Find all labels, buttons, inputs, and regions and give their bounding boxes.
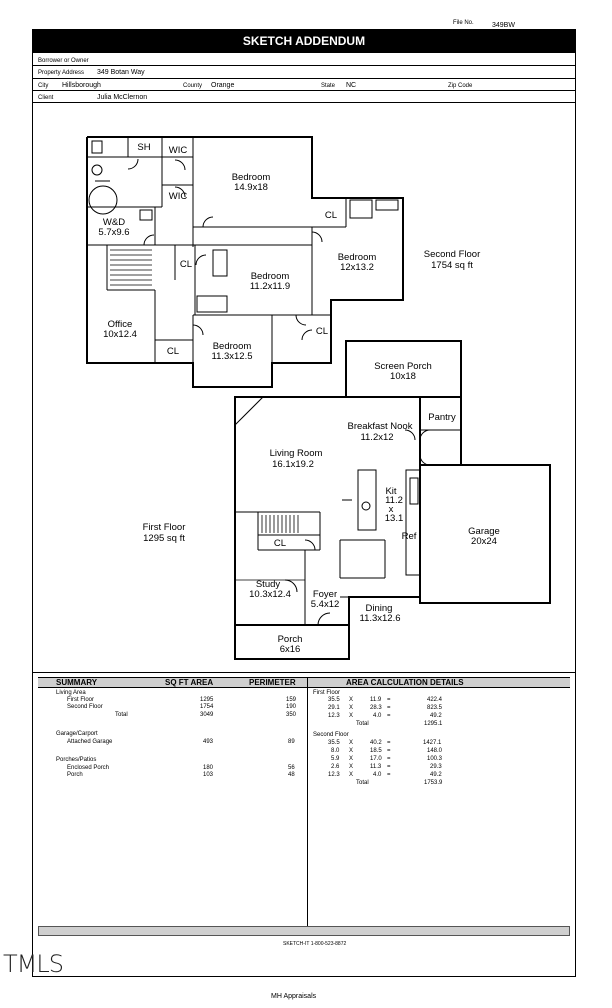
calc-value: 5.9 bbox=[331, 756, 340, 762]
second-floor-area: 1754 sq ft bbox=[431, 260, 473, 271]
address-label: Property Address bbox=[38, 70, 85, 76]
client-label: Client bbox=[38, 95, 54, 101]
summary-row-perimeter: 48 bbox=[288, 772, 295, 778]
calc-value: 12.3 bbox=[328, 713, 340, 719]
room-dimension: 11.3x12.6 bbox=[359, 613, 401, 624]
calc-operator: = bbox=[387, 740, 391, 746]
room-label-wd: W&D bbox=[102, 217, 126, 228]
calc-operator: X bbox=[349, 697, 354, 703]
room-label-breakfast-nook: Breakfast Nook bbox=[347, 421, 413, 432]
calc-value: 2.6 bbox=[331, 764, 340, 770]
calc-result: 148.0 bbox=[427, 748, 443, 754]
file-no-label: File No. bbox=[453, 20, 474, 26]
mls-logo: TMLS bbox=[3, 950, 63, 978]
perimeter-header: PERIMETER bbox=[249, 678, 296, 687]
zip-label: Zip Code bbox=[448, 83, 473, 89]
calc-operator: = bbox=[387, 697, 391, 703]
calc-operator: X bbox=[349, 740, 354, 746]
summary-row-name: Enclosed Porch bbox=[67, 765, 110, 771]
summary-row-area: 1754 bbox=[200, 704, 214, 710]
room-dimension: 11.2 bbox=[385, 495, 403, 506]
room-dimension: 10.3x12.4 bbox=[249, 589, 291, 600]
calc-value: 17.0 bbox=[370, 756, 382, 762]
borrower-label: Borrower or Owner bbox=[38, 58, 89, 64]
summary-row-perimeter: 89 bbox=[288, 739, 295, 745]
city-value: Hillsborough bbox=[62, 82, 101, 89]
calc-value: 11.9 bbox=[370, 697, 382, 703]
room-label-cl: CL bbox=[315, 326, 329, 337]
calc-value: 11.3 bbox=[370, 764, 382, 770]
room-dimension: 10x18 bbox=[390, 371, 416, 382]
calc-value: 18.5 bbox=[370, 748, 382, 754]
calc-total-label: Total bbox=[356, 780, 369, 786]
summary-row-name: Second Floor bbox=[67, 704, 103, 710]
room-label-cl: CL bbox=[273, 538, 287, 549]
calc-result: 49.2 bbox=[430, 713, 442, 719]
summary-row-area: 103 bbox=[203, 772, 214, 778]
room-label-wic: WIC bbox=[168, 191, 188, 202]
sqft-area-header: SQ FT AREA bbox=[165, 678, 214, 687]
summary-group-label: Living Area bbox=[56, 690, 86, 696]
calc-operator: = bbox=[387, 756, 391, 762]
calc-operator: = bbox=[387, 713, 391, 719]
divider bbox=[32, 672, 576, 673]
calc-value: 8.0 bbox=[331, 748, 340, 754]
file-no-value: 349BW bbox=[492, 22, 515, 29]
room-label-foyer: Foyer bbox=[312, 589, 338, 600]
summary-group-label: Porches/Patios bbox=[56, 757, 97, 763]
summary-row-name: Porch bbox=[67, 772, 83, 778]
column-divider bbox=[307, 677, 308, 926]
room-dimension: 14.9x18 bbox=[234, 182, 268, 193]
room-dimension: 5.7x9.6 bbox=[98, 227, 130, 238]
calc-operator: = bbox=[387, 772, 391, 778]
calc-value: 4.0 bbox=[373, 713, 382, 719]
summary-header-bar bbox=[38, 677, 570, 688]
calc-operator: X bbox=[349, 756, 354, 762]
calc-value: 4.0 bbox=[373, 772, 382, 778]
summary-row-perimeter: 159 bbox=[286, 697, 297, 703]
state-value: NC bbox=[346, 82, 357, 89]
calc-operator: X bbox=[349, 764, 354, 770]
address-value: 349 Botan Way bbox=[97, 69, 145, 76]
calc-operator: X bbox=[349, 705, 354, 711]
room-label-bedroom: Bedroom bbox=[337, 252, 377, 263]
calc-result: 29.3 bbox=[430, 764, 442, 770]
summary-group-label: Garage/Carport bbox=[56, 731, 98, 737]
calc-value: 29.1 bbox=[328, 705, 340, 711]
calc-operator: X bbox=[349, 748, 354, 754]
room-label-porch: Porch bbox=[277, 634, 303, 645]
room-label-ref: Ref bbox=[401, 531, 417, 542]
calc-operator: X bbox=[349, 713, 354, 719]
page-title: SKETCH ADDENDUM bbox=[32, 29, 576, 53]
calc-value: 12.3 bbox=[328, 772, 340, 778]
calc-result: 49.2 bbox=[430, 772, 442, 778]
room-label-wic: WIC bbox=[168, 145, 188, 156]
room-label-kit: Kit bbox=[385, 486, 397, 497]
calc-result: 823.5 bbox=[427, 705, 443, 711]
calc-value: 35.5 bbox=[328, 740, 340, 746]
summary-row-area: 180 bbox=[203, 765, 214, 771]
room-label-dining: Dining bbox=[365, 603, 393, 614]
summary-row-perimeter: 190 bbox=[286, 704, 297, 710]
calc-value: 28.3 bbox=[370, 705, 382, 711]
summary-header: SUMMARY bbox=[56, 678, 98, 687]
summary-row-perimeter: 56 bbox=[288, 765, 295, 771]
company-name: MH Appraisals bbox=[271, 993, 317, 1000]
room-label-study: Study bbox=[255, 579, 281, 590]
room-dimension: 6x16 bbox=[279, 644, 301, 655]
calc-result: 422.4 bbox=[427, 697, 443, 703]
room-dimension: x bbox=[388, 504, 394, 515]
room-dimension: 10x12.4 bbox=[103, 329, 137, 340]
room-label-cl: CL bbox=[179, 259, 193, 270]
calc-operator: = bbox=[387, 748, 391, 754]
calc-operator: X bbox=[349, 772, 354, 778]
calc-value: 35.5 bbox=[328, 697, 340, 703]
room-dimension: 16.1x19.2 bbox=[272, 459, 314, 470]
summary-row-area: 1295 bbox=[200, 697, 214, 703]
calc-operator: = bbox=[387, 705, 391, 711]
room-label-sh: SH bbox=[137, 142, 151, 153]
summary-row-area: 3049 bbox=[200, 712, 214, 718]
footer-bar bbox=[38, 926, 570, 936]
room-dimension: 11.2x11.9 bbox=[249, 281, 291, 292]
calc-result: 1427.1 bbox=[423, 740, 442, 746]
first-floor-area: 1295 sq ft bbox=[143, 533, 185, 544]
second-floor-label: Second Floor bbox=[423, 249, 481, 260]
room-label-living-room: Living Room bbox=[269, 448, 323, 459]
room-dimension: 11.2x12 bbox=[360, 432, 394, 443]
room-label-bedroom: Bedroom bbox=[231, 172, 271, 183]
summary-row-area: 493 bbox=[203, 739, 214, 745]
room-label-garage: Garage bbox=[468, 526, 500, 537]
calc-total: 1295.1 bbox=[424, 721, 443, 727]
room-dimension: 20x24 bbox=[471, 536, 497, 547]
summary-row-name: Attached Garage bbox=[67, 739, 113, 745]
state-label: State bbox=[321, 83, 336, 89]
calc-operator: = bbox=[387, 764, 391, 770]
room-label-cl: CL bbox=[166, 346, 180, 357]
calc-total: 1753.9 bbox=[424, 780, 443, 786]
room-label-pantry: Pantry bbox=[428, 412, 456, 423]
room-dimension: 12x13.2 bbox=[340, 262, 374, 273]
area-calc-header: AREA CALCULATION DETAILS bbox=[346, 678, 464, 687]
county-value: Orange bbox=[211, 82, 235, 89]
room-label-bedroom: Bedroom bbox=[212, 341, 252, 352]
county-label: County bbox=[183, 83, 203, 89]
calc-group-label: First Floor bbox=[313, 690, 340, 696]
first-floor-label: First Floor bbox=[142, 522, 186, 533]
room-dimension: 5.4x12 bbox=[310, 599, 340, 610]
calc-total-label: Total bbox=[356, 721, 369, 727]
summary-row-name: First Floor bbox=[67, 697, 94, 703]
summary-row-perimeter: 350 bbox=[286, 712, 297, 718]
room-label-screen-porch: Screen Porch bbox=[374, 361, 432, 372]
summary-row-name: Total bbox=[115, 712, 128, 718]
calc-result: 100.3 bbox=[427, 756, 443, 762]
room-label-office: Office bbox=[107, 319, 133, 330]
calc-group-label: Second Floor bbox=[313, 732, 349, 738]
room-label-cl: CL bbox=[324, 210, 338, 221]
sketch-credit: SKETCH-IT 1-800-523-8872 bbox=[283, 941, 347, 947]
calc-value: 40.2 bbox=[370, 740, 382, 746]
room-label-bedroom: Bedroom bbox=[250, 271, 290, 282]
room-dimension: 13.1 bbox=[384, 513, 404, 524]
city-label: City bbox=[38, 83, 49, 89]
client-value: Julia McClernon bbox=[97, 94, 148, 101]
room-dimension: 11.3x12.5 bbox=[211, 351, 253, 362]
